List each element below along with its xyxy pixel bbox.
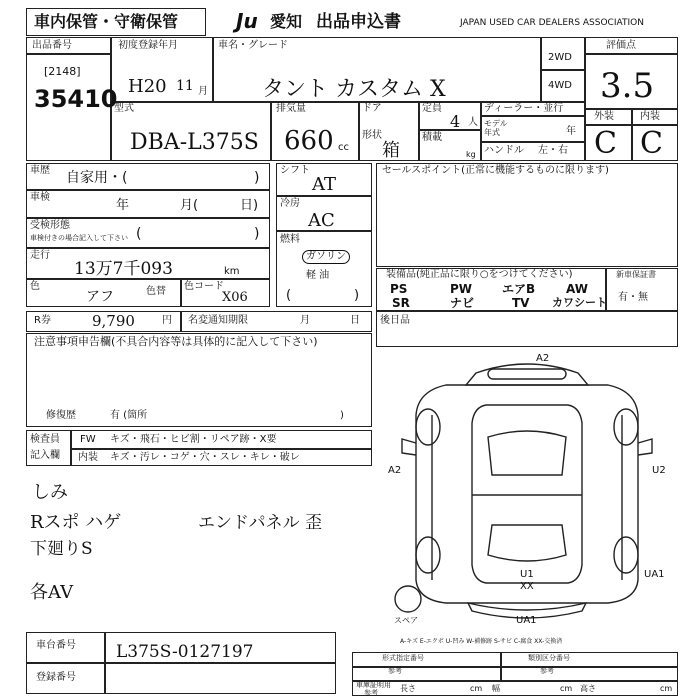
aircon-value: AC [308,210,335,231]
mileage-value: 13万7千093 [74,259,173,279]
mileage-unit: km [224,266,240,277]
acceptance-open: ( [136,226,142,242]
acceptance-label: 受検形態 [30,220,70,231]
acceptance-sub: 車検付きの場合記入して下さい [30,234,128,242]
ju-logo: Ju [236,9,258,33]
color-code-value: X06 [222,290,248,305]
equip-pw: PW [450,282,473,296]
height-label: 高さ [580,684,596,693]
first-reg-year: H20 [128,76,167,97]
shift-label: シフト [280,165,310,176]
door-label: ドア [362,103,382,114]
inspector-label: 検査員 [30,434,60,445]
mark-xx: XX [520,581,534,592]
history-label: 車歴 [30,165,50,176]
car-damage-diagram [376,345,678,645]
model-year-unit: 年 [566,126,576,137]
note-end-panel: エンドパネル 歪 [198,513,323,533]
equip-airbag: エアB [502,282,536,296]
score-label: 評価点 [606,40,636,51]
mileage-label: 走行 [30,250,50,261]
color-label: 色 [30,281,40,292]
int-label: 内装 [640,111,660,122]
org-name: 愛知 [270,12,303,31]
recycle-unit: 円 [162,315,172,326]
equip-ps: PS [390,282,408,296]
ext-label: 外装 [594,111,614,122]
handle-label: ハンドル [484,145,524,156]
capacity-label: 定員 [422,103,442,114]
fuel-gas: ガソリン [302,250,350,264]
note-stain: しみ [32,482,68,503]
name-change-month: 月 [300,315,310,326]
notes-label: 注意事項申告欄(不具合内容等は具体的に記入して下さい) [34,335,318,348]
spare-label: スペア [394,616,418,625]
mark-a2-left: A2 [388,465,402,476]
first-reg-unit: 月 [198,86,208,97]
equip-tv: TV [512,296,530,310]
equipment-label: 装備品(純正品に限り○をつけてください) [386,269,573,280]
lot-sub: [2148] [44,65,81,78]
model-label: 型式 [114,103,134,114]
category-no-label: 類別区分番号 [528,654,570,662]
warranty-options: 有・無 [618,292,648,303]
note-spoiler: Rスポ ハゲ [30,512,122,533]
car-name-label: 車名・グレード [218,40,288,51]
mark-a2-top: A2 [536,353,550,364]
note-all-av: 各AV [30,582,74,603]
note-underbody: 下廻りS [30,539,93,559]
cert-ref: 参考 [364,689,378,697]
repair-label: 修復歴 [46,410,76,421]
fuel-open: ( [286,288,292,303]
drive-2wd: 2WD [548,52,572,63]
fuel-close: ) [354,288,360,303]
color-value: アフ [86,289,114,305]
lot-label: 出品番号 [32,40,72,51]
inspector-int: 内装 [78,452,98,463]
displacement-unit: cc [338,142,349,153]
width-unit: cm [560,684,573,693]
drive-4wd: 4WD [548,80,572,91]
car-name-value: タント カスタム X [262,77,446,102]
shape-no-ref: 参考 [388,667,402,675]
lot-number: 35410 [34,85,118,113]
color-change-label: 色替 [146,286,166,297]
mark-ua1-right: UA1 [644,569,665,580]
equip-seat: カワシート [552,296,607,309]
aircon-label: 冷房 [280,198,300,209]
chassis-value: L375S-0127197 [116,642,254,662]
shape-value: 箱 [382,140,400,161]
history-close: ) [254,170,260,186]
inspection-label: 車検 [30,192,50,203]
mark-u2-right: U2 [652,465,666,476]
mark-u1: U1 [520,569,534,580]
name-change-label: 名変通知期限 [188,315,248,326]
acceptance-close: ) [254,226,260,242]
cert-label: 車庫証明用 [356,681,391,689]
equip-aw: AW [566,282,588,296]
shape-label: 形状 [362,130,382,141]
capacity-unit: 人 [468,117,478,128]
model-year-label: モデル年式 [484,119,508,137]
shift-value: AT [312,174,337,195]
inspector-label-2: 記入欄 [30,450,60,461]
displacement-label: 排気量 [276,103,306,114]
shape-no-label: 形式指定番号 [382,654,424,662]
sales-point-block [376,163,678,267]
storage-title: 車内保管・守衛保管 [34,12,179,31]
name-change-day: 日 [350,315,360,326]
inspection-month: 月( [180,198,199,213]
score-value: 3.5 [600,66,655,106]
displacement-value: 660 [284,126,334,156]
mark-ua1-bottom: UA1 [516,615,537,626]
warranty-label: 新車保証書 [616,270,656,279]
delivery-block [376,311,678,347]
length-unit: cm [470,684,483,693]
repair-close: ) [340,410,344,421]
height-unit: cm [660,684,673,693]
equip-navi: ナビ [450,296,475,310]
fuel-diesel: 軽 油 [306,270,330,281]
recycle-label: R券 [34,315,51,326]
length-label: 長さ [400,684,416,693]
load-label: 積載 [422,132,442,143]
sales-point-label: セールスポイント(正常に機能するものに限ります) [382,165,609,176]
capacity-value: 4 [450,112,461,131]
handle-options: 左・右 [538,145,568,156]
document-title: 出品申込書 [316,12,401,32]
repair-value: 有 (箇所 [110,410,148,421]
first-reg-label: 初度登録年月 [118,40,178,51]
width-label: 幅 [492,684,500,693]
inspection-year: 年 [116,198,130,213]
inspector-row2: キズ・汚レ・コゲ・穴・スレ・キレ・破レ [110,452,300,463]
association-name: JAPAN USED CAR DEALERS ASSOCIATION [460,18,644,28]
inspector-fw: FW [80,434,96,445]
reg-no-label: 登録番号 [36,672,76,683]
ext-grade: C [594,126,617,161]
inspection-day: 日) [240,198,259,213]
history-value: 自家用・( [66,170,128,186]
inspector-row1: キズ・飛石・ヒビ割・リペア跡・X要 [110,434,277,445]
equip-sr: SR [392,296,410,310]
delivery-label: 後日品 [380,315,410,326]
chassis-label: 車台番号 [36,640,76,651]
load-unit: kg [466,150,476,159]
fuel-label: 燃料 [280,234,300,245]
recycle-value: 9,790 [92,312,135,330]
first-reg-month: 11 [176,78,194,94]
damage-legend: A-キズ E-エクボ U-凹み W-補修跡 S-サビ C-腐食 XX-交換済 [400,638,563,645]
category-no-ref: 参考 [540,667,554,675]
color-code-label: 色コード [184,281,224,292]
dealer-label: ディーラー・並行 [484,103,564,114]
model-value: DBA-L375S [130,130,259,155]
int-grade: C [640,126,663,161]
